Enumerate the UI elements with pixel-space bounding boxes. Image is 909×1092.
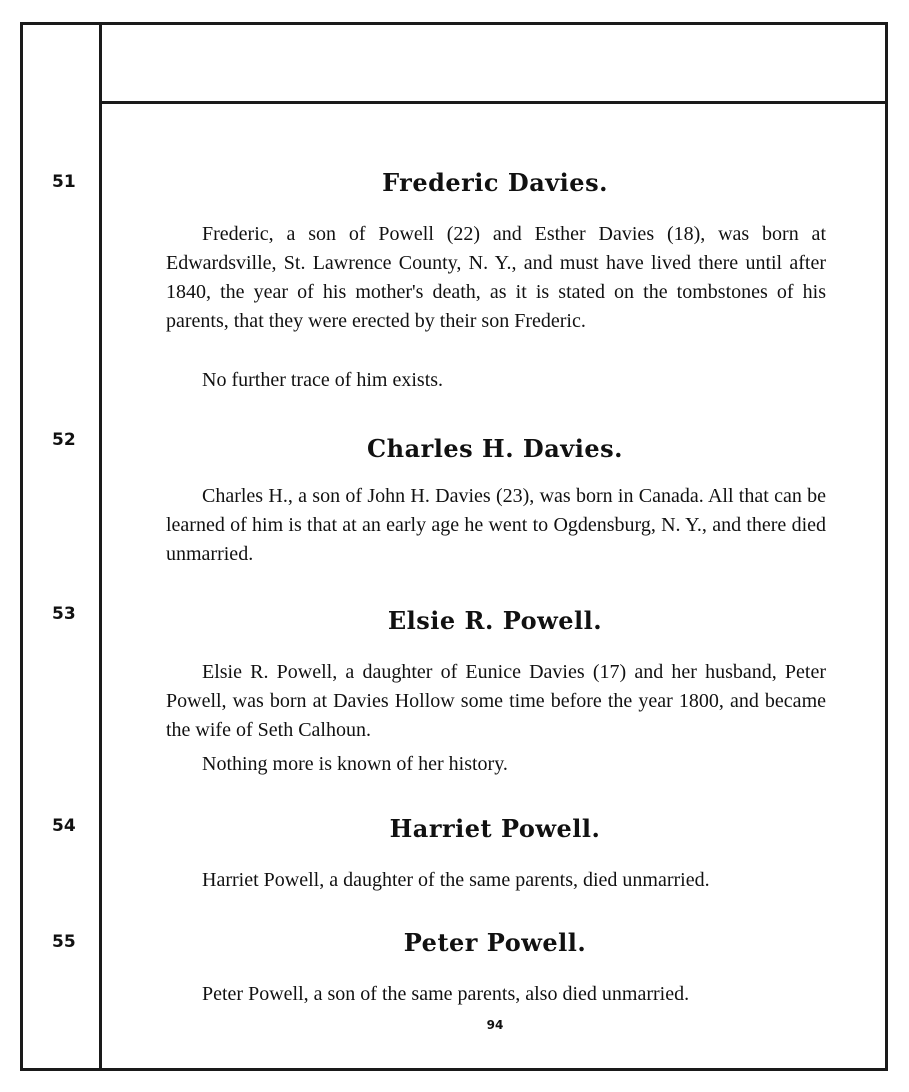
entry-number: 55 — [52, 932, 76, 952]
entry-number: 54 — [52, 816, 76, 836]
entry-paragraph: Nothing more is known of her history. — [202, 753, 508, 775]
entry-paragraph: No further trace of him exists. — [202, 369, 444, 391]
entry-paragraph: Elsie R. Powell, a daughter of Eunice Davies (17) and her husband, Peter Powell, was born at Davies Hollow some time before the year 1800, and became the wife of Seth Calhoun. — [166, 661, 826, 741]
entry-paragraph: Harriet Powell, a daughter of the same parents, died unmarried. — [202, 869, 710, 891]
entry-title: Elsie R. Powell. — [387, 606, 603, 635]
entry-paragraph: Peter Powell, a son of the same parents, also died unmarried. — [202, 983, 690, 1005]
header-rule — [102, 101, 888, 104]
entry-paragraph: Frederic, a son of Powell (22) and Esther Davies (18), was born at Edwardsville, St. Lawrence County, N. Y., and must have lived there until after 1840, the year of his mother's death, as it is stated on the tombstones of his parents, that they were erected by their son Frederic. — [166, 223, 826, 332]
entry-number: 53 — [52, 604, 76, 624]
entry-number: 51 — [52, 172, 76, 192]
page-number: 94 — [486, 1018, 504, 1032]
entry-paragraph: Charles H., a son of John H. Davies (23), was born in Canada. All that can be learned of him is that at an early age he went to Ogdensburg, N. Y., and there died unmarried. — [166, 485, 826, 565]
entry-title: Peter Powell. — [403, 928, 587, 957]
entry-title: Harriet Powell. — [389, 814, 601, 843]
entry-number: 52 — [52, 430, 76, 450]
entry-title: Frederic Davies. — [382, 168, 608, 197]
entry-title: Charles H. Davies. — [367, 434, 623, 463]
